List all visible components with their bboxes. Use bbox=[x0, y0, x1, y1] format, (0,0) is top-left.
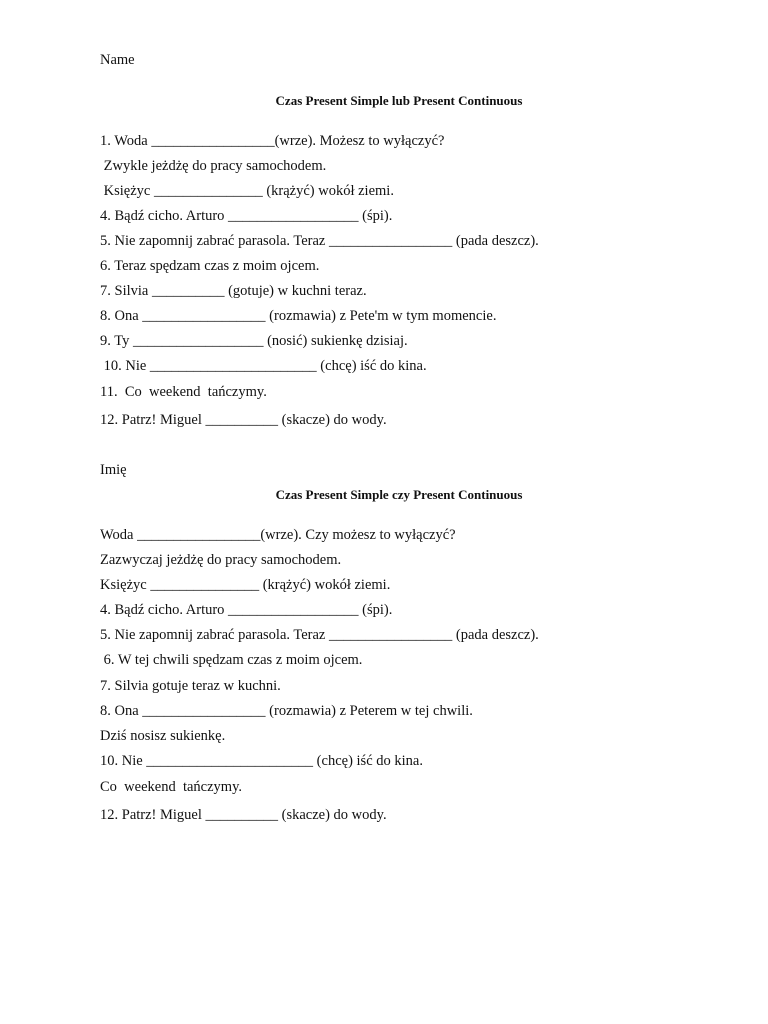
sheet1-line-3: Księżyc _______________ (krążyć) wokół ziemi. bbox=[100, 183, 394, 199]
sheet2-name-label: Imię bbox=[100, 462, 127, 478]
sheet2-line-3: Księżyc _______________ (krążyć) wokół ziemi. bbox=[100, 577, 391, 593]
sheet2-line-1: Woda _________________(wrze). Czy możesz to wyłączyć? bbox=[100, 527, 456, 543]
sheet1-line-11: 11. Co weekend tańczymy. bbox=[100, 384, 267, 400]
sheet2-line-5: 5. Nie zapomnij zabrać parasola. Teraz _________________ (pada deszcz). bbox=[100, 627, 539, 643]
sheet2-line-11: Co weekend tańczymy. bbox=[100, 779, 242, 795]
sheet2-line-6: 6. W tej chwili spędzam czas z moim ojcem. bbox=[100, 652, 363, 668]
sheet1-line-1: 1. Woda _________________(wrze). Możesz to wyłączyć? bbox=[100, 133, 445, 149]
sheet2-line-2: Zazwyczaj jeżdżę do pracy samochodem. bbox=[100, 552, 342, 568]
sheet2-line-10: 10. Nie _______________________ (chcę) iść do kina. bbox=[100, 753, 423, 769]
sheet1-title: Czas Present Simple lub Present Continuous bbox=[275, 93, 523, 108]
sheet2-line-7: 7. Silvia gotuje teraz w kuchni. bbox=[100, 678, 281, 694]
sheet1-line-8: 8. Ona _________________ (rozmawia) z Pete'm w tym momencie. bbox=[100, 308, 497, 324]
sheet1-line-6: 6. Teraz spędzam czas z moim ojcem. bbox=[100, 258, 320, 274]
sheet1-line-12: 12. Patrz! Miguel __________ (skacze) do wody. bbox=[100, 412, 387, 428]
sheet1-name-label: Name bbox=[100, 52, 135, 68]
sheet1-line-5: 5. Nie zapomnij zabrać parasola. Teraz _________________ (pada deszcz). bbox=[100, 233, 539, 249]
sheet2-line-9: Dziś nosisz sukienkę. bbox=[100, 728, 226, 744]
sheet1-line-10: 10. Nie _______________________ (chcę) iść do kina. bbox=[100, 358, 427, 374]
sheet1-line-7: 7. Silvia __________ (gotuje) w kuchni teraz. bbox=[100, 283, 367, 299]
sheet1-line-2: Zwykle jeżdżę do pracy samochodem. bbox=[100, 158, 327, 174]
sheet2-title: Czas Present Simple czy Present Continuous bbox=[275, 487, 523, 502]
sheet2-line-8: 8. Ona _________________ (rozmawia) z Peterem w tej chwili. bbox=[100, 703, 473, 719]
sheet2-line-4: 4. Bądź cicho. Arturo __________________ (śpi). bbox=[100, 602, 393, 618]
sheet1-line-4: 4. Bądź cicho. Arturo __________________ (śpi). bbox=[100, 208, 393, 224]
sheet1-line-9: 9. Ty __________________ (nosić) sukienkę dzisiaj. bbox=[100, 333, 408, 349]
sheet2-line-12: 12. Patrz! Miguel __________ (skacze) do wody. bbox=[100, 807, 387, 823]
